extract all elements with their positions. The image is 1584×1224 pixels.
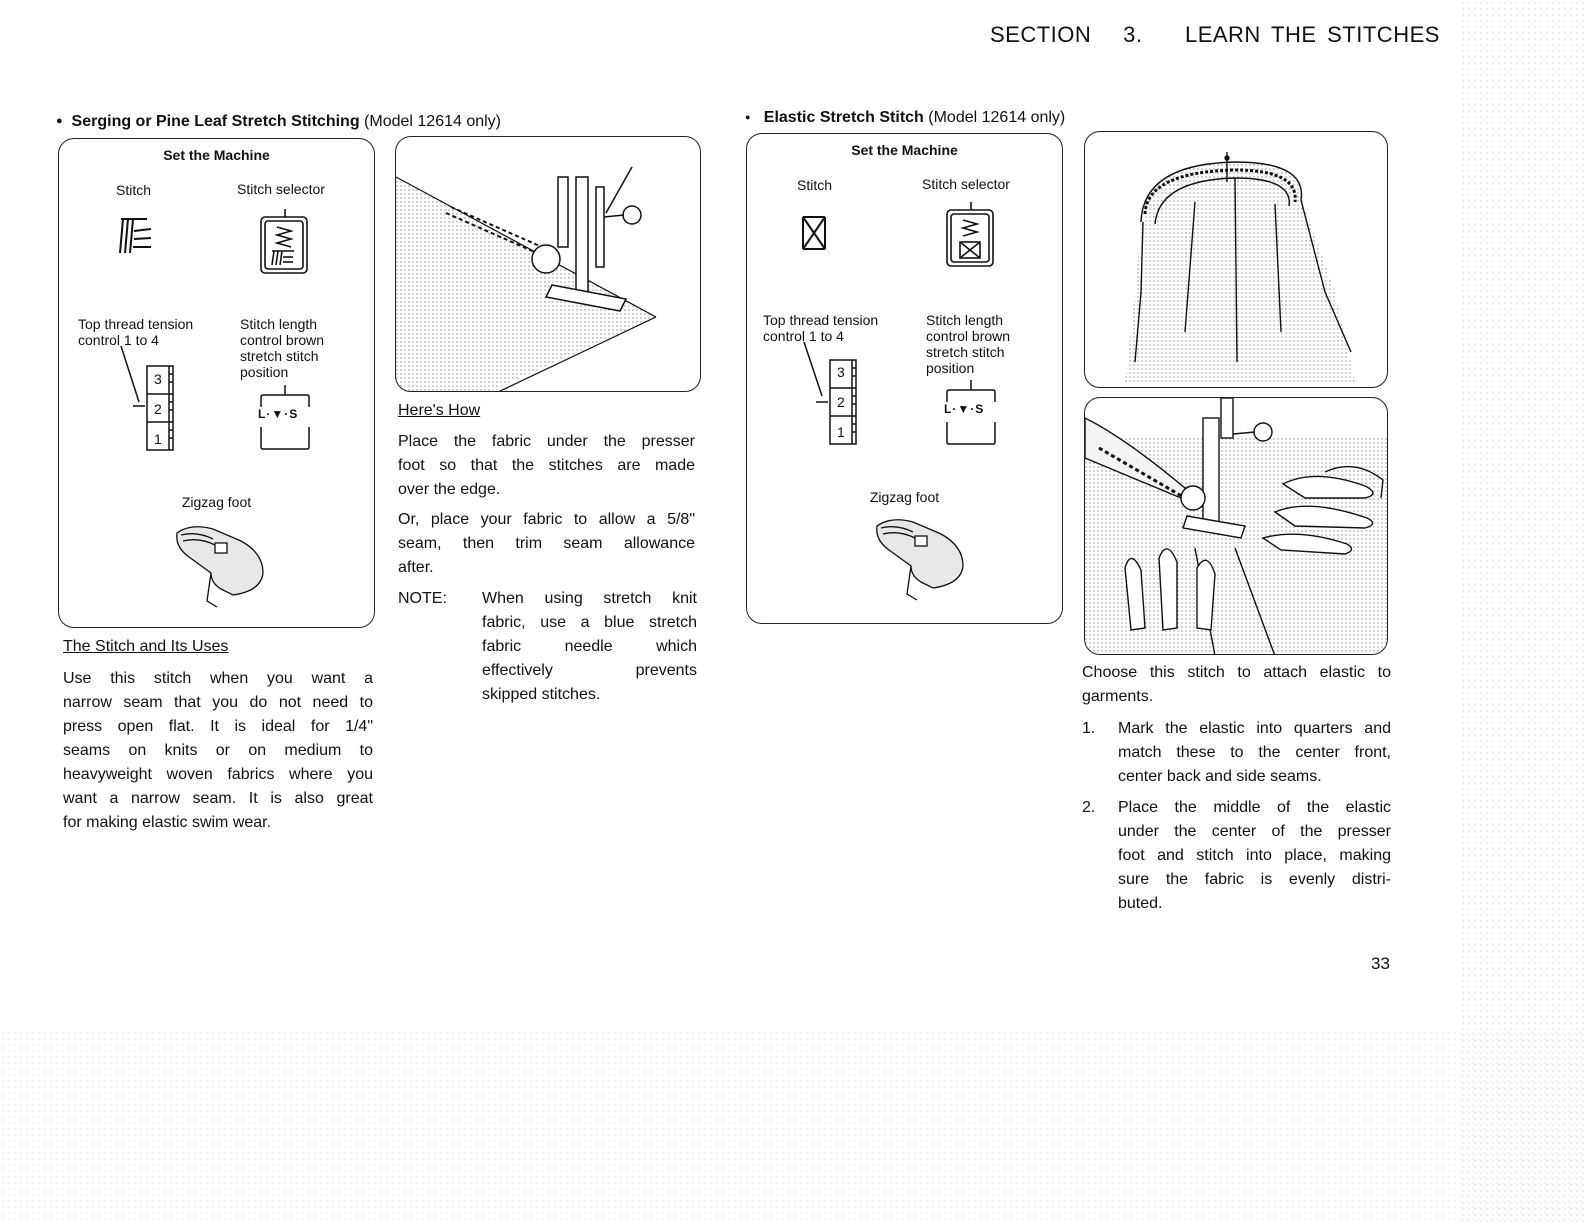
heres-how-para2 xyxy=(398,508,695,580)
step-line: sure the fabric is evenly distri- xyxy=(1118,871,1391,888)
zigzag-foot-icon xyxy=(871,514,971,604)
intro-line: Choose this stitch to attach elastic to xyxy=(1082,664,1391,681)
serging-settings-box xyxy=(58,138,375,628)
tension-label-line1: Top thread tension xyxy=(78,316,194,332)
length-marks: L·▼·S xyxy=(258,407,299,421)
para-line: Or, place your fabric to allow a 5/8" xyxy=(398,511,695,528)
serging-title xyxy=(56,113,501,131)
elastic-title-rest: (Model 12614 only) xyxy=(923,109,1066,126)
note-label: NOTE: xyxy=(398,590,447,607)
set-machine-label: Set the Machine xyxy=(851,142,958,158)
length-label-line3: stretch stitch xyxy=(926,344,1005,360)
dial-2: 2 xyxy=(837,394,845,410)
step-line: Place the middle of the elastic xyxy=(1118,799,1391,816)
length-label-line2: control brown xyxy=(240,332,325,348)
uses-line: for making elastic swim wear. xyxy=(63,814,272,831)
step-line: match these to the center front, xyxy=(1118,744,1391,761)
elastic-title xyxy=(745,109,1065,127)
set-machine-label: Set the Machine xyxy=(163,147,270,163)
stitch-selector-icon xyxy=(257,207,313,275)
tension-dial-icon xyxy=(119,344,179,452)
length-label-line3: stretch stitch xyxy=(240,348,319,364)
section-word: SECTION xyxy=(990,22,1092,47)
note-line: fabric needle which xyxy=(482,638,697,655)
step-line: buted. xyxy=(1118,895,1163,912)
para-line: seam, then trim seam allowance xyxy=(398,535,695,552)
serging-title-bold: Serging or Pine Leaf Stretch Stitching xyxy=(71,113,360,130)
step-line: foot and stitch into place, making xyxy=(1118,847,1391,864)
heres-how-para1 xyxy=(398,430,695,502)
dial-1: 1 xyxy=(154,431,162,447)
presser-foot-fabric-illustration xyxy=(396,137,701,392)
length-label xyxy=(926,312,1010,376)
dial-2: 2 xyxy=(154,401,162,417)
note-line: fabric, use a blue stretch xyxy=(482,614,697,631)
heres-how-heading: Here's How xyxy=(398,402,481,419)
foot-label: Zigzag foot xyxy=(181,494,252,510)
tension-label-line2: control 1 to 4 xyxy=(78,332,159,348)
serging-title-rest: (Model 12614 only) xyxy=(359,113,502,130)
uses-text xyxy=(63,667,373,835)
step-2-number: 2. xyxy=(1082,799,1096,816)
elastic-waistband-illustration xyxy=(1085,132,1388,388)
note-line: skipped stitches. xyxy=(482,686,601,703)
stitch-label: Stitch xyxy=(116,182,152,198)
length-label-line1: Stitch length xyxy=(926,312,1004,328)
elastic-title-bold: Elastic Stretch Stitch xyxy=(763,109,924,126)
para-line: foot so that the stitches are made xyxy=(398,457,695,474)
uses-line: heavyweight woven fabrics where you xyxy=(63,766,373,783)
uses-line: want a narrow seam. It is also great xyxy=(63,790,373,807)
dial-3: 3 xyxy=(837,364,845,380)
bullet-icon: ● xyxy=(56,115,63,127)
elastic-stitch-icon xyxy=(797,214,831,252)
length-label xyxy=(240,316,324,380)
para-line: Place the fabric under the presser xyxy=(398,433,695,450)
step-line: under the center of the presser xyxy=(1118,823,1391,840)
length-label-line4: position xyxy=(240,364,289,380)
section-header xyxy=(990,22,1440,48)
tension-label-line1: Top thread tension xyxy=(763,312,879,328)
tension-label-line2: control 1 to 4 xyxy=(763,328,844,344)
length-marks: L·▼·S xyxy=(944,402,985,416)
note-line: When using stretch knit xyxy=(482,590,697,607)
length-label-line1: Stitch length xyxy=(240,316,318,332)
garment-illustration xyxy=(1084,131,1388,388)
bullet-icon: ● xyxy=(745,112,751,122)
tension-dial-icon xyxy=(802,340,862,448)
step-line: center back and side seams. xyxy=(1118,768,1322,785)
para-line: over the edge. xyxy=(398,481,501,498)
note-text xyxy=(482,587,697,707)
step-2-text xyxy=(1118,796,1391,916)
section-number: 3. xyxy=(1123,22,1143,47)
para-line: after. xyxy=(398,559,434,576)
uses-line: Use this stitch when you want a xyxy=(63,670,373,687)
stitch-selector-icon xyxy=(943,200,999,268)
selector-label: Stitch selector xyxy=(922,176,1010,192)
section-title: LEARN THE STITCHES xyxy=(1184,22,1440,47)
elastic-settings-box xyxy=(746,133,1063,624)
step-1-number: 1. xyxy=(1082,720,1096,737)
foot-label: Zigzag foot xyxy=(869,489,940,505)
step-line: Mark the elastic into quarters and xyxy=(1118,720,1391,737)
serging-illustration xyxy=(395,136,701,392)
page-number: 33 xyxy=(1371,954,1390,973)
stitch-label: Stitch xyxy=(797,177,833,193)
selector-label: Stitch selector xyxy=(237,181,325,197)
uses-heading: The Stitch and Its Uses xyxy=(63,638,229,655)
uses-line: seams on knits or on medium to xyxy=(63,742,373,759)
scan-noise-bottom xyxy=(0,1030,1584,1224)
elastic-intro xyxy=(1082,661,1391,709)
note-line: effectively prevents xyxy=(482,662,697,679)
dial-1: 1 xyxy=(837,424,845,440)
uses-line: press open flat. It is ideal for 1/4" xyxy=(63,718,373,735)
dial-3: 3 xyxy=(154,371,162,387)
serging-stitch-icon xyxy=(117,215,157,257)
intro-line: garments. xyxy=(1082,688,1154,705)
hands-guiding-fabric-illustration xyxy=(1085,398,1388,655)
zigzag-foot-icon xyxy=(171,521,271,611)
length-label-line2: control brown xyxy=(926,328,1011,344)
length-label-line4: position xyxy=(926,360,975,376)
step-1-text xyxy=(1118,717,1391,789)
uses-line: narrow seam that you do not need to xyxy=(63,694,373,711)
sewing-hands-illustration xyxy=(1084,397,1388,655)
